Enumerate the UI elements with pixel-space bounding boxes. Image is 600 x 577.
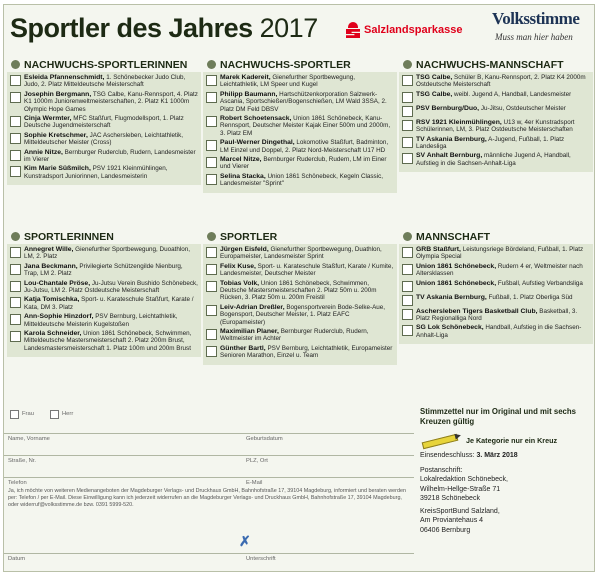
- candidate-text: [220, 345, 394, 360]
- candidate-text: [220, 263, 394, 278]
- phone-label: Telefon: [8, 480, 27, 486]
- section-body: [203, 244, 397, 365]
- newspaper-slogan: Muss man hier haben: [495, 32, 573, 42]
- section-mannschaft: [399, 229, 593, 344]
- candidate-description: Fußball, Aufstieg Verbandsliga: [497, 279, 583, 287]
- candidate-text: [220, 156, 394, 171]
- header: [4, 5, 596, 53]
- signature-label: Unterschrift: [246, 556, 276, 562]
- vote-checkbox[interactable]: [10, 133, 21, 144]
- candidate-text: [24, 132, 198, 147]
- signature-field[interactable]: [4, 553, 414, 554]
- candidate-text: [220, 91, 394, 113]
- bullet-icon: [207, 60, 216, 69]
- candidate-text: [24, 280, 198, 295]
- candidate-text: [416, 324, 590, 339]
- candidate-name: Sophie Kretschmer,: [24, 131, 88, 139]
- candidate-name: Robert Schoetensack,: [220, 115, 292, 123]
- candidate-entry: [402, 119, 590, 134]
- frau-label: Frau: [22, 411, 34, 417]
- candidate-description: Sport- u. Karateschule Staßfurt, Karate / Kata, DM 3. Platz: [24, 296, 194, 311]
- candidate-text: [416, 246, 590, 261]
- candidate-description: Ju-Jutsu Verein Bushido Schönebeck, Ju-Jutsu, LM 2. Platz Ostdeutsche Meisterschaft: [24, 279, 198, 295]
- candidate-description: Schüler B, Kanu-Rennsport, 2. Platz K4 2000m Ostdeutsche Meisterschaft: [416, 74, 586, 89]
- vote-checkbox[interactable]: [402, 137, 413, 148]
- candidate-entry: [206, 91, 394, 113]
- candidate-text: [416, 280, 583, 292]
- candidate-description: TSG Calbe, Kanu-Rennsport, 4. Platz K1 1000m Juniorenweltmeisterschaften, 2. Platz K1 1000m Olympic Hope Games: [24, 90, 198, 113]
- candidate-entry: [10, 330, 198, 352]
- candidate-description: MFC Staßfurt, Flugmodellsport, 1. Platz Deutsche Jugendmeisterschaft: [24, 115, 184, 130]
- section-header: [203, 229, 397, 244]
- section-title: SPORTLERINNEN: [24, 230, 114, 243]
- address-1-line-3: 39218 Schönebeck: [420, 495, 480, 502]
- candidate-text: [24, 313, 198, 328]
- vote-checkbox[interactable]: [206, 305, 217, 316]
- candidate-description: Bernburger Ruderclub, Rudern, LM im Einer und Vierer: [220, 156, 387, 171]
- pen-icon: [420, 433, 462, 447]
- vote-checkbox[interactable]: [402, 92, 413, 103]
- candidate-entry: [206, 139, 394, 154]
- candidate-name: Maximilian Planer,: [220, 328, 279, 336]
- candidate-text: [220, 115, 394, 137]
- candidate-description: Handball, Aufstieg in die Sachsen-Anhalt-Liga: [416, 324, 582, 339]
- candidate-entry: [206, 74, 394, 89]
- candidate-entry: [206, 263, 394, 278]
- bullet-icon: [403, 60, 412, 69]
- vote-checkbox[interactable]: [402, 264, 413, 275]
- candidate-description: Leistungsriege Bördeland, Fußball, 1. Platz Olympia Special: [416, 246, 584, 261]
- page-title: [10, 13, 318, 44]
- section-title: NACHWUCHS-SPORTLERINNEN: [24, 58, 188, 71]
- vote-checkbox[interactable]: [402, 295, 413, 306]
- candidate-entry: [402, 263, 590, 278]
- candidate-text: [220, 139, 394, 154]
- vote-checkbox[interactable]: [10, 297, 21, 308]
- candidate-entry: [402, 280, 590, 292]
- address-1-line-1: Lokalredaktion Schönebeck,: [420, 476, 508, 483]
- title-main: Sportler des Jahres: [10, 13, 253, 43]
- candidate-name: TV Askania Bernburg,: [416, 135, 487, 143]
- info-box: [420, 407, 592, 535]
- section-body: [203, 72, 397, 193]
- candidate-text: [24, 246, 198, 261]
- candidate-description: Hartschützenkorporation Salzwerk-Ascania, Sportschießen/Bogenschießen, LM Wald 3SSA, 2. Platz DM Feld DBSV: [220, 90, 387, 113]
- email-label: E-Mail: [246, 480, 263, 486]
- candidate-description: Bogensportverein Bode-Selke-Aue, Bogensport, Deutscher Meister, 1. Platz EAFC (Europameister): [220, 303, 386, 326]
- candidate-text: [220, 173, 394, 188]
- candidate-text: [24, 115, 198, 130]
- vote-checkbox[interactable]: [206, 346, 217, 357]
- candidate-description: Union 1861 Schönebeck, Kanu-Rennsport, Deutscher Meister Kajak Einer 500m und 2000m, 3. Platz EM: [220, 115, 391, 137]
- candidate-entry: [206, 173, 394, 188]
- candidate-description: Rudern 4 er, Weltmeister nach Altersklassen: [416, 262, 583, 278]
- candidate-text: [416, 136, 590, 151]
- bullet-icon: [207, 232, 216, 241]
- vote-checkbox[interactable]: [402, 309, 413, 320]
- candidate-entry: [402, 294, 590, 306]
- candidate-entry: [206, 345, 394, 360]
- vote-checkbox[interactable]: [402, 281, 413, 292]
- deadline: [420, 451, 592, 461]
- candidate-entry: [10, 296, 198, 311]
- candidate-name: Josephin Bergmann,: [24, 90, 92, 98]
- candidate-entry: [402, 136, 590, 151]
- newspaper-logo: Volksstimme: [492, 9, 580, 28]
- candidate-name: Union 1861 Schönebeck,: [416, 262, 497, 270]
- candidate-description: Sport- u. Karateschule Staßfurt, Karate / Kumite, Landesmeister, Deutscher Meister: [220, 262, 394, 278]
- candidate-entry: [206, 328, 394, 343]
- candidate-name: Selina Stacka,: [220, 172, 266, 180]
- candidate-name: Leiv-Adrian Dreßler,: [220, 303, 285, 311]
- candidate-entry: [10, 91, 198, 113]
- candidate-entry: [402, 105, 590, 117]
- candidate-description: Gienefurther Sportbewegung, Leichtathletik, LM Speer und Kugel: [220, 74, 355, 89]
- candidate-name: Union 1861 Schönebeck,: [416, 279, 497, 287]
- candidate-description: männliche Jugend A, Handball, Aufstieg in die Sachsen-Anhalt-Liga: [416, 152, 571, 167]
- candidate-text: [220, 246, 394, 261]
- candidate-description: Bernburger Ruderclub, Rudern, Landesmeister im Vierer: [24, 148, 196, 164]
- vote-checkbox[interactable]: [402, 75, 413, 86]
- candidate-description: Ju-Jitsu, Ostdeutscher Meister: [480, 104, 566, 112]
- candidate-entry: [10, 313, 198, 328]
- vote-checkbox[interactable]: [206, 174, 217, 185]
- candidate-entry: [206, 304, 394, 326]
- candidate-name: TV Askania Bernburg,: [416, 293, 487, 301]
- name-label: Name, Vorname: [8, 436, 50, 442]
- vote-checkbox[interactable]: [10, 116, 21, 127]
- candidate-name: Jana Beckmann,: [24, 262, 78, 270]
- candidate-entry: [10, 74, 198, 89]
- vote-checkbox[interactable]: [10, 247, 21, 258]
- birth-label: Geburtsdatum: [246, 436, 283, 442]
- candidate-description: JAC Aschersleben, Leichtathletik, Mitteldeutscher Meister (Cross): [24, 131, 184, 147]
- candidate-text: [24, 149, 198, 164]
- consent-text: Ja, ich möchte von weiteren Medienangeboten der Magdeburger Verlags- und Druckhaus GmbH, Bahnhofstraße 17, 39104 Magdeburg, informiert und beraten werden per: Telefon / per E-Mail. Diese Einwilligung kann ich jederzeit widerrufen an die Magdeburger Verlags- und Druckhaus GmbH, Bahnhofstraße 17, 39104 Magdeburg, oder widerruf@volksstimme.de bzw. 0391 5999-520.: [8, 488, 406, 508]
- candidate-description: PSV Bernburg, Leichtathletik, Europameister Senioren Marathon, Einzel u. Team: [220, 344, 393, 360]
- vote-checkbox[interactable]: [10, 166, 21, 177]
- candidate-name: GRB Staßfurt,: [416, 246, 461, 253]
- section-header: [7, 57, 201, 72]
- candidate-name: Paul-Werner Dingethal,: [220, 139, 295, 147]
- vote-checkbox[interactable]: [402, 120, 413, 131]
- candidate-description: Union 1861 Schönebeck, Schwimmen, Deutsche Mastersmeisterschaften 2. Platz 50m u. 200m Rücken, 3. Platz 50m u. 200m Freistil: [220, 279, 377, 302]
- candidate-name: Philipp Baumann,: [220, 90, 278, 98]
- vote-checkbox[interactable]: [206, 264, 217, 275]
- street-field[interactable]: [4, 455, 414, 456]
- vote-checkbox[interactable]: [206, 140, 217, 151]
- candidate-name: Karola Schneider,: [24, 330, 82, 338]
- signature-x-icon: ✗: [239, 533, 251, 549]
- contact-form: [4, 405, 414, 573]
- vote-checkbox[interactable]: [206, 92, 217, 103]
- vote-checkbox[interactable]: [402, 325, 413, 336]
- one-cross-text: Je Kategorie nur ein Kreuz: [466, 435, 558, 445]
- deadline-label: Einsendeschluss:: [420, 452, 475, 459]
- candidate-description: U13 w, 4er Kunstradsport Schülerinnen, LM, 3. Platz Ostdeutsche Meisterschaften: [416, 118, 575, 134]
- bullet-icon: [11, 232, 20, 241]
- vote-checkbox[interactable]: [206, 116, 217, 127]
- herr-checkbox[interactable]: [50, 410, 59, 419]
- candidate-text: [416, 91, 571, 103]
- bullet-icon: [403, 232, 412, 241]
- phone-field[interactable]: [4, 477, 414, 478]
- candidate-name: Esleida Pfannenschmidt,: [24, 74, 105, 81]
- candidate-entry: [402, 91, 590, 103]
- candidate-description: weibl. Jugend A, Handball, Landesmeister: [454, 90, 572, 98]
- address-2-line-3: 06406 Bernburg: [420, 526, 471, 534]
- candidate-name: SV Anhalt Bernburg,: [416, 152, 483, 160]
- candidate-entry: [402, 152, 590, 167]
- vote-checkbox[interactable]: [402, 106, 413, 117]
- candidate-entry: [206, 156, 394, 171]
- vote-checkbox[interactable]: [10, 75, 21, 86]
- candidate-text: [220, 74, 394, 89]
- vote-checkbox[interactable]: [206, 247, 217, 258]
- section-header: [399, 57, 593, 72]
- candidate-name: SG Lok Schönebeck,: [416, 324, 484, 332]
- candidate-description: A-Jugend, Fußball, 1. Platz Landesliga: [416, 135, 565, 151]
- candidate-name: Marcel Nitze,: [220, 156, 262, 164]
- candidate-text: [220, 280, 394, 302]
- candidate-entry: [206, 115, 394, 137]
- vote-checkbox[interactable]: [10, 331, 21, 342]
- street-label: Straße, Nr.: [8, 458, 37, 464]
- candidate-name: Felix Kuse,: [220, 262, 256, 270]
- section-title: SPORTLER: [220, 230, 278, 243]
- post-label: Postanschrift:: [420, 466, 463, 474]
- candidate-description: Union 1861 Schönebeck, Schwimmen, Mitteldeutsche Mastersmeisterschaft 2. Platz 200m Brust, Landesmastersmeisterschaft 1. Platz 100m und 200m Brust: [24, 330, 192, 352]
- candidate-entry: [206, 280, 394, 302]
- name-field[interactable]: [4, 433, 414, 434]
- address-2-line-1: KreisSportBund Salzland,: [420, 507, 500, 515]
- candidate-name: Tobias Volk,: [220, 279, 260, 287]
- section-body: [399, 244, 593, 344]
- candidate-text: [416, 294, 573, 306]
- section-sportlerinnen: [7, 229, 201, 357]
- candidate-name: Cinja Wermter,: [24, 115, 72, 123]
- validity-headline: Stimmzettel nur im Original und mit sechs Kreuzen gültig: [420, 407, 576, 426]
- vote-checkbox[interactable]: [10, 264, 21, 275]
- candidate-entry: [10, 132, 198, 147]
- vote-checkbox[interactable]: [206, 157, 217, 168]
- vote-checkbox[interactable]: [206, 281, 217, 292]
- vote-checkbox[interactable]: [206, 329, 217, 340]
- candidate-name: Lou-Chantale Pröse,: [24, 279, 91, 287]
- candidate-entry: [10, 263, 198, 278]
- bullet-icon: [11, 60, 20, 69]
- section-body: [7, 72, 201, 185]
- candidate-name: Annegret Wille,: [24, 246, 74, 253]
- candidate-name: Ann-Sophie Hinzdorf,: [24, 313, 94, 321]
- vote-checkbox[interactable]: [206, 75, 217, 86]
- candidate-name: Aschersleben Tigers Basketball Club,: [416, 307, 538, 315]
- vote-checkbox[interactable]: [10, 92, 21, 103]
- section-title: NACHWUCHS-MANNSCHAFT: [416, 58, 564, 71]
- section-nachwuchs-sportler: [203, 57, 397, 193]
- candidate-entry: [10, 165, 198, 180]
- ballot-page: [3, 4, 595, 572]
- vote-checkbox[interactable]: [402, 247, 413, 258]
- candidate-text: [24, 296, 198, 311]
- candidate-entry: [10, 280, 198, 295]
- candidate-name: Katja Tomischka,: [24, 296, 80, 304]
- candidate-description: Bernburger Ruderclub, Rudern, Weltmeister im Achter: [220, 328, 369, 343]
- candidate-text: [416, 105, 566, 117]
- vote-checkbox[interactable]: [10, 150, 21, 161]
- section-body: [399, 72, 593, 172]
- vote-checkbox[interactable]: [402, 153, 413, 164]
- candidate-text: [24, 91, 198, 113]
- candidate-text: [24, 263, 198, 278]
- section-header: [7, 229, 201, 244]
- candidate-name: RSV 1921 Kleinmühlingen,: [416, 118, 502, 126]
- candidate-description: Gienefurther Sportbewegung, Duathlon, Europameister, Landesmeister Sprint: [220, 246, 382, 261]
- candidate-text: [24, 330, 198, 352]
- candidate-text: [24, 74, 198, 89]
- sparkasse-logo-icon: [346, 22, 360, 38]
- candidate-description: 1. Schönebecker Judo Club, Judo, 2. Platz Mitteldeutsche Meisterschaft: [24, 74, 186, 89]
- candidate-text: [416, 119, 590, 134]
- candidate-description: Privilegierte Schützengilde Nienburg, Trap, LM 2. Platz: [24, 262, 183, 278]
- address-2-line-2: Am Proviantehaus 4: [420, 517, 484, 524]
- deadline-date: 3. März 2018: [476, 452, 518, 459]
- frau-checkbox[interactable]: [10, 410, 19, 419]
- candidate-text: [24, 165, 198, 180]
- address-1-line-2: Wilhelm-Hellge-Straße 71: [420, 485, 501, 493]
- candidate-entry: [10, 115, 198, 130]
- candidate-entry: [10, 149, 198, 164]
- candidate-name: PSV Bernburg/Duo,: [416, 104, 480, 112]
- section-header: [399, 229, 593, 244]
- candidate-entry: [206, 246, 394, 261]
- date-label: Datum: [8, 556, 26, 562]
- candidate-name: Jürgen Eisfeld,: [220, 246, 269, 253]
- place-label: PLZ, Ort: [246, 458, 268, 464]
- candidate-entry: [402, 246, 590, 261]
- candidate-description: Union 1861 Schönebeck, Kegeln Classic, Landesmeister "Sprint": [220, 172, 383, 188]
- candidate-name: Kim Marie Süßmilch,: [24, 165, 91, 173]
- candidate-description: Fußball, 1. Platz Oberliga Süd: [488, 293, 573, 301]
- candidate-text: [416, 152, 590, 167]
- candidate-text: [416, 308, 590, 323]
- section-nachwuchs-mannschaft: [399, 57, 593, 172]
- candidate-name: TSG Calbe,: [416, 90, 453, 98]
- section-nachwuchs-sportlerinnen: [7, 57, 201, 185]
- candidate-text: [220, 304, 394, 326]
- section-header: [203, 57, 397, 72]
- candidate-description: Gienefurther Sportbewegung, Duoathlon, LM, 2. Platz: [24, 246, 190, 261]
- candidate-entry: [402, 74, 590, 89]
- candidate-description: PSV Bernburg, Leichtathletik, Mitteldeutsche Meisterin Kugelstoßen: [24, 313, 178, 328]
- sponsor-name: Salzlandsparkasse: [364, 24, 463, 36]
- herr-label: Herr: [62, 411, 74, 417]
- vote-checkbox[interactable]: [10, 281, 21, 292]
- candidate-description: Basketball, 3. Platz Regionalliga Nord: [416, 307, 578, 323]
- candidate-name: Marek Kadereit,: [220, 74, 271, 81]
- candidate-text: [416, 263, 590, 278]
- candidate-description: PSV 1921 Kleinmühlingen, Kunstradsport Juniorinnen, Landesmeisterin: [24, 165, 168, 180]
- section-body: [7, 244, 201, 357]
- section-sportler: [203, 229, 397, 365]
- candidate-entry: [10, 246, 198, 261]
- section-title: MANNSCHAFT: [416, 230, 491, 243]
- candidate-entry: [402, 308, 590, 323]
- candidate-name: TSG Calbe,: [416, 74, 453, 81]
- section-title: NACHWUCHS-SPORTLER: [220, 58, 351, 71]
- sponsor-block: [346, 22, 462, 38]
- candidate-text: [220, 328, 394, 343]
- candidate-description: Lokomotive Staßfurt, Badminton, LM Einzel und Doppel, 2. Platz Nord-Meisterschaft U17 HD: [220, 139, 389, 154]
- title-year: 2017: [259, 13, 318, 43]
- one-cross-note: [420, 433, 592, 447]
- vote-checkbox[interactable]: [10, 314, 21, 325]
- candidate-text: [416, 74, 590, 89]
- candidate-entry: [402, 324, 590, 339]
- candidate-name: Günther Bartl,: [220, 344, 266, 352]
- candidate-name: Annie Nitze,: [24, 148, 63, 156]
